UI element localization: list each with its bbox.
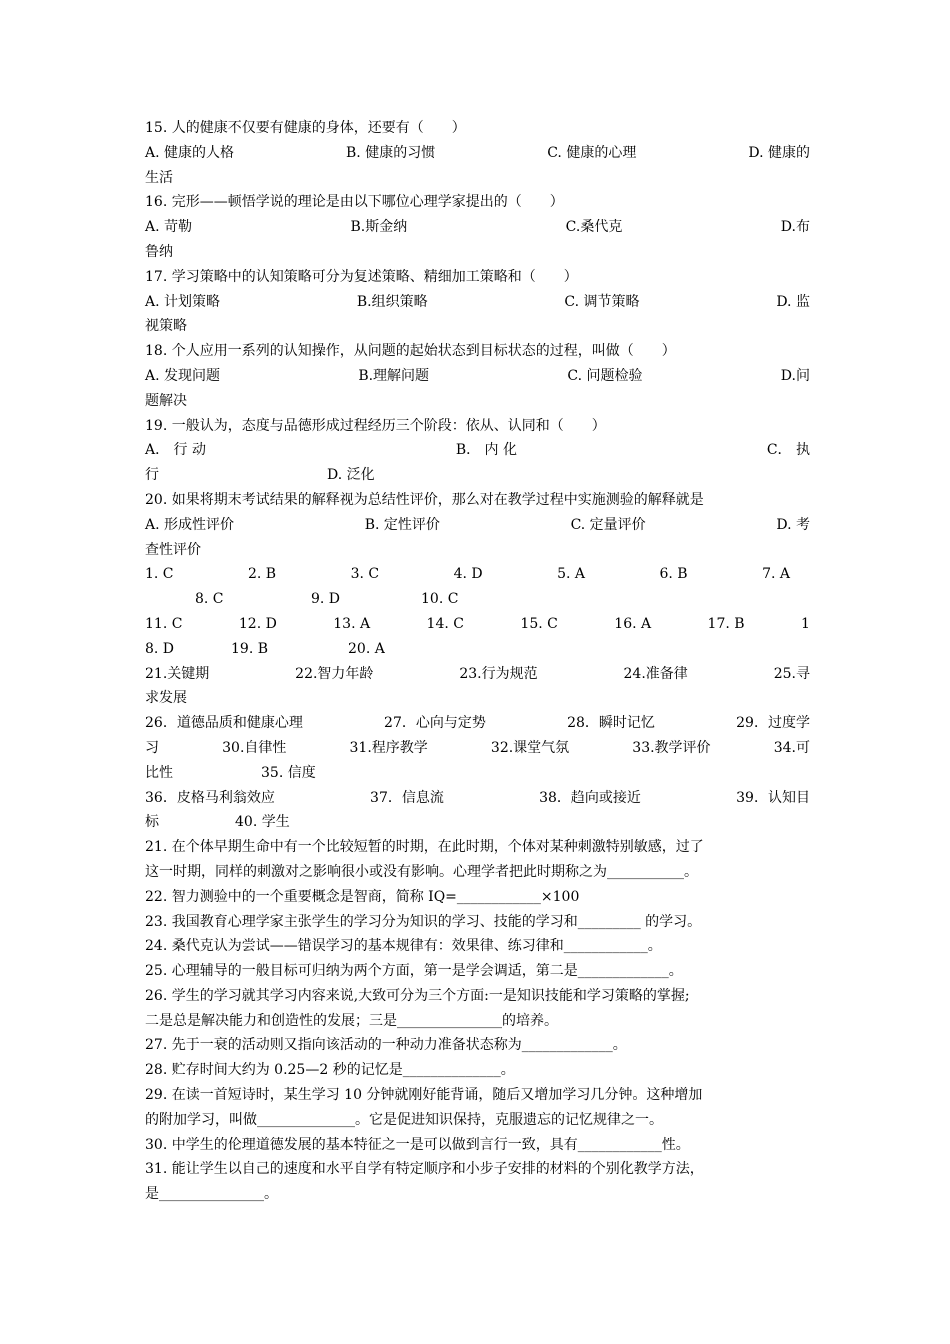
option-c: C． 执 <box>766 442 810 459</box>
fill-question-25: 25. 心理辅导的一般目标可归纳为两个方面，第一是学会调适，第二是_____________。 <box>145 963 683 980</box>
fill-question-29-line-1: 29. 在读一首短诗时，某生学习 10 分钟就刚好能背诵，随后又增加学习几分钟。这种增加 <box>145 1087 703 1104</box>
answer-item: 5. A <box>557 566 586 583</box>
question-15-options <box>145 141 810 166</box>
answer-item: 16. A <box>614 615 652 632</box>
answer-item: 4. D <box>453 566 483 583</box>
option-d: D.布 <box>780 219 810 236</box>
answer-item: 7. A <box>762 566 790 583</box>
fill-question-22: 22. 智力测验中的一个重要概念是智商，简称 IQ=____________×100 <box>145 888 580 905</box>
answer-item: 3. C <box>350 566 380 583</box>
answer-item: 22.智力年龄 <box>295 665 374 682</box>
option-d: D. 考 <box>776 516 810 533</box>
option-c: C. 调节策略 <box>564 293 640 310</box>
fill-question-23: 23. 我国教育心理学家主张学生的学习分为知识的学习、技能的学习和_________ 的学习。 <box>145 913 702 930</box>
option-b: B.组织策略 <box>356 293 428 310</box>
answer-item: 6. B <box>659 566 688 583</box>
answer-item: 1. C <box>145 566 174 583</box>
option-d: D. 泛化 <box>327 467 375 484</box>
question-17-continuation: 视策略 <box>145 318 187 335</box>
answer-item: 17. B <box>707 615 745 632</box>
question-19-options <box>145 438 810 463</box>
answer-item: 比性 <box>145 764 173 781</box>
question-15-continuation: 生活 <box>145 169 173 186</box>
question-16-options <box>145 215 810 240</box>
question-18-stem: 18. 个人应用一系列的认知操作，从问题的起始状态到目标状态的过程，叫做（ ） <box>145 343 676 360</box>
option-a: A． 行 动 <box>145 442 207 459</box>
question-15-stem: 15. 人的健康不仅要有健康的身体，还要有（ ） <box>145 120 466 136</box>
option-c: C.桑代克 <box>565 219 623 236</box>
answer-item: 习 <box>145 739 159 756</box>
option-b: B.理解问题 <box>358 367 430 384</box>
option-d: D. 监 <box>776 293 810 310</box>
fill-question-26-line-2: 二是总是解决能力和创造性的发展；三是_______________的培养。 <box>145 1012 558 1029</box>
answer-row-1 <box>145 562 810 587</box>
question-19-stem: 19. 一般认为，态度与品德形成过程经历三个阶段：依从、认同和（ ） <box>145 417 606 434</box>
answer-item: 1 <box>801 615 810 632</box>
question-20-stem: 20. 如果将期末考试结果的解释视为总结性评价，那么对在教学过程中实施测验的解释就是 <box>145 491 704 508</box>
option-b: B． 内 化 <box>455 442 518 459</box>
fill-question-28: 28. 贮存时间大约为 0.25—2 秒的记忆是______________。 <box>145 1062 515 1079</box>
option-a: A. 计划策略 <box>145 293 221 310</box>
question-16-stem: 16. 完形——顿悟学说的理论是由以下哪位心理学家提出的（ ） <box>145 194 564 211</box>
question-16-continuation: 鲁纳 <box>145 243 173 260</box>
answer-row-3-continuation: 求发展 <box>145 690 187 707</box>
answer-item: 19. B <box>231 640 269 657</box>
answer-item: 10. C <box>421 591 459 608</box>
answer-item: 25.寻 <box>773 665 810 682</box>
question-17-stem: 17. 学习策略中的认知策略可分为复述策略、精细加工策略和（ ） <box>145 268 578 285</box>
fill-question-27: 27. 先于一衰的活动则又指向该活动的一种动力准备状态称为_____________。 <box>145 1037 627 1054</box>
answer-row-3 <box>145 662 810 687</box>
answer-item: 23.行为规范 <box>459 665 538 682</box>
option-c: C. 健康的心理 <box>547 144 637 161</box>
option-d: D.问 <box>780 367 810 384</box>
answer-item: 34.可 <box>773 739 810 756</box>
answer-item: 40. 学生 <box>235 814 290 831</box>
answer-item: 9. D <box>311 591 341 608</box>
answer-item: 24.准备律 <box>623 665 688 682</box>
answer-item: 33.教学评价 <box>632 739 711 756</box>
answer-row-2-continuation <box>145 637 810 662</box>
answer-item: 30.自律性 <box>222 739 287 756</box>
fill-question-31-line-2: 是_______________。 <box>145 1186 278 1203</box>
fill-question-29-line-2: 的附加学习，叫做______________。它是促进知识保持，克服遗忘的记忆规律之一。 <box>145 1111 663 1128</box>
answer-item: 28．瞬时记忆 <box>567 715 655 732</box>
option-a: A. 健康的人格 <box>145 144 235 161</box>
answer-row-6 <box>145 786 810 811</box>
answer-item: 37．信息流 <box>370 789 444 806</box>
question-19-continuation <box>145 463 810 488</box>
answer-row-2 <box>145 612 810 637</box>
answer-item: 12. D <box>238 615 277 632</box>
fill-question-31-line-1: 31. 能让学生以自己的速度和水平自学有特定顺序和小步子安排的材料的个别化教学方法， <box>145 1161 704 1178</box>
answer-item: 26．道德品质和健康心理 <box>145 715 303 732</box>
option-b: B.斯金纳 <box>350 219 408 236</box>
fill-question-30: 30. 中学生的伦理道德发展的基本特征之一是可以做到言行一致，具有____________性。 <box>145 1136 690 1153</box>
answer-item: 32.课堂气氛 <box>490 739 570 756</box>
option-c-continuation: 行 <box>145 467 159 484</box>
answer-item: 11. C <box>145 615 183 632</box>
answer-item: 31.程序教学 <box>349 739 428 756</box>
answer-item: 14. C <box>426 615 464 632</box>
answer-item: 21.关键期 <box>145 665 210 682</box>
option-c: C. 定量评价 <box>570 516 646 533</box>
answer-row-5 <box>145 736 810 761</box>
answer-row-4 <box>145 711 810 736</box>
fill-question-21-line-2: 这一时期，同样的刺激对之影响很小或没有影响。心理学者把此时期称之为___________。 <box>145 863 698 880</box>
fill-question-26-line-1: 26. 学生的学习就其学习内容来说,大致可分为三个方面:一是知识技能和学习策略的掌握; <box>145 987 690 1004</box>
answer-row-6-continuation <box>145 810 810 835</box>
option-a: A. 形成性评价 <box>145 516 235 533</box>
question-20-continuation: 查性评价 <box>145 541 201 558</box>
answer-item: 38．趋向或接近 <box>539 789 641 806</box>
answer-item: 15. C <box>520 615 558 632</box>
option-c: C. 问题检验 <box>567 367 643 384</box>
question-17-options <box>145 290 810 315</box>
answer-item: 39．认知目 <box>736 789 810 806</box>
answer-item: 36．皮格马利翁效应 <box>145 789 275 806</box>
answer-item: 27．心向与定势 <box>384 715 486 732</box>
answer-row-1-continuation <box>145 587 810 612</box>
answer-item: 2. B <box>248 566 277 583</box>
option-b: B. 定性评价 <box>364 516 440 533</box>
option-a: A. 苛勒 <box>145 219 193 236</box>
option-d: D. 健康的 <box>748 144 810 161</box>
answer-item: 8. C <box>195 591 224 608</box>
answer-item: 8. D <box>145 640 175 657</box>
question-18-options <box>145 364 810 389</box>
answer-item: 35. 信度 <box>261 764 316 781</box>
answer-row-5-continuation <box>145 761 810 786</box>
answer-item: 标 <box>145 814 159 831</box>
answer-item: 29．过度学 <box>736 715 810 732</box>
fill-question-21-line-1: 21. 在个体早期生命中有一个比较短暂的时期，在此时期，个体对某种刺激特别敏感，过了 <box>145 839 704 856</box>
option-b: B. 健康的习惯 <box>346 144 436 161</box>
fill-question-24: 24. 桑代克认为尝试——错误学习的基本规律有：效果律、练习律和____________。 <box>145 938 662 955</box>
answer-item: 13. A <box>333 615 371 632</box>
question-20-options <box>145 513 810 538</box>
option-a: A. 发现问题 <box>145 367 221 384</box>
question-18-continuation: 题解决 <box>145 392 187 409</box>
document-page <box>145 116 810 1207</box>
answer-item: 20. A <box>348 640 385 657</box>
